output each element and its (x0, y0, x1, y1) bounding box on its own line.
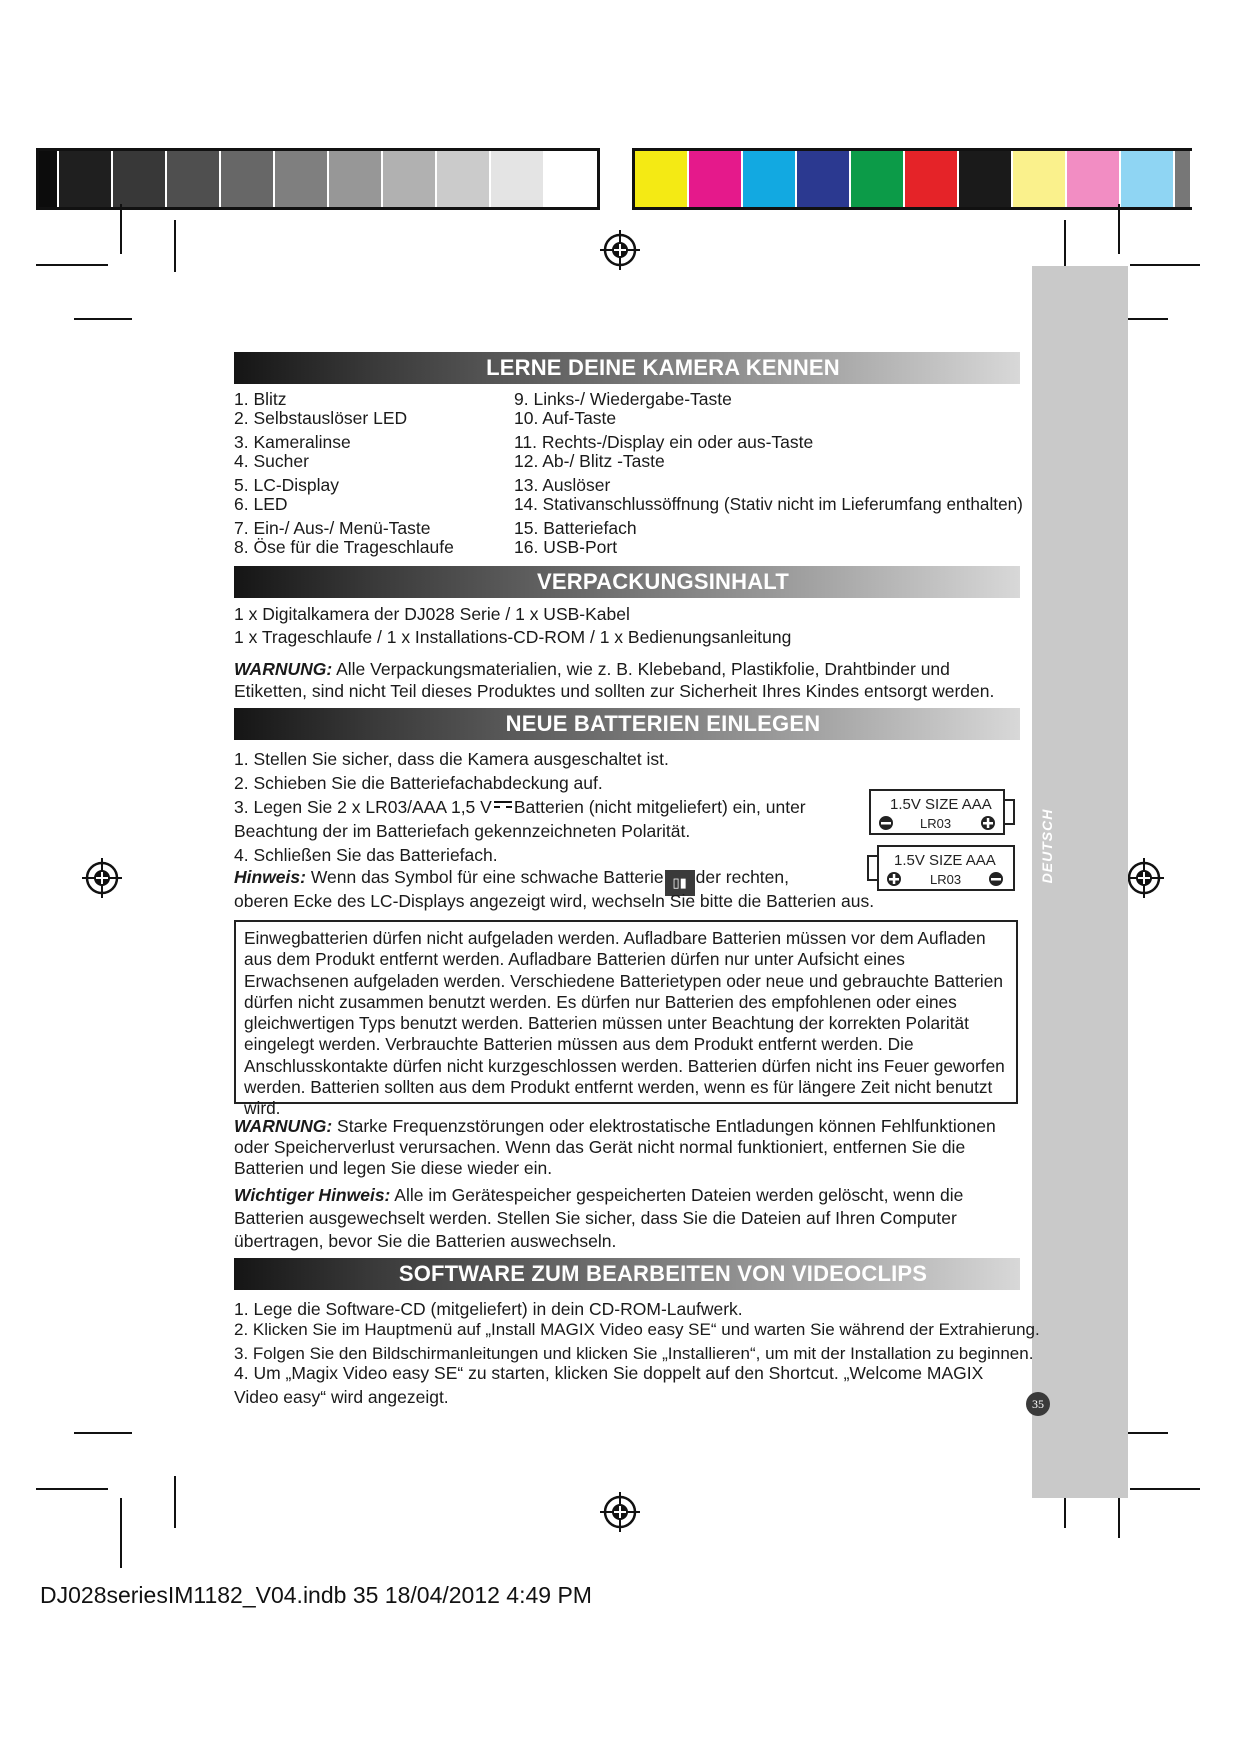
camera-part-item: 4. Sucher (234, 451, 309, 471)
color-swatch (39, 151, 59, 207)
crop-mark (120, 1498, 122, 1568)
crop-mark (36, 264, 108, 266)
color-swatch (59, 151, 113, 207)
crop-mark (120, 204, 122, 254)
color-swatch (545, 151, 597, 207)
camera-part-item: 6. LED (234, 494, 288, 514)
language-label-text: DEUTSCH (1039, 808, 1055, 884)
camera-part-item: 2. Selbstauslöser LED (234, 408, 408, 428)
battery-hint: oberen Ecke des LC-Displays angezeigt wird, wechseln Sie bitte die Batterien aus. (234, 891, 875, 911)
camera-part-item: 13. Auslöser (514, 475, 611, 495)
color-swatch (491, 151, 545, 207)
registration-mark-icon (80, 856, 124, 900)
low-battery-icon: ▯▮ (665, 870, 695, 896)
svg-text:1.5V SIZE AAA: 1.5V SIZE AAA (894, 852, 996, 869)
crop-mark (1118, 204, 1120, 254)
battery-step: 1. Stellen Sie sicher, dass die Kamera ausgeschaltet ist. (234, 749, 669, 769)
color-swatch (1013, 151, 1067, 207)
color-swatch (329, 151, 383, 207)
color-swatch (797, 151, 851, 207)
camera-part-item: 1. Blitz (234, 389, 287, 409)
battery-safety-text: Einwegbatterien dürfen nicht aufgeladen werden. Aufladbare Batterien müssen vor dem Aufladen aus dem Produkt entfernt werden. Aufladbare Batterien dürfen nur unter Aufsicht eines Erwachsenen aufgeladen werden. Verschiedene Batterietypen oder neue und gebrauchte Batterien dürfen nicht zusammen benutzt werden. Es dürfen nur Batterien des empfohlenen oder eines gleichwertigen Typs benutzt werden. Batterien müssen unter Beachtung der korrekten Polarität eingelegt werden. Verbrauchte Batterien müssen aus dem Produkt entfernt werden. Die Anschlusskontakte dürfen nicht kurzgeschlossen werden. Batterien dürfen nicht ins Feuer geworfen werden. Batterien sollten aus dem Produkt entfernt werden, wenn es für längere Zeit nicht benutzt wird. (244, 928, 1005, 1119)
battery-step: 2. Schieben Sie die Batteriefachabdeckung auf. (234, 773, 603, 793)
camera-part-item: 15. Batteriefach (514, 518, 637, 538)
svg-text:LR03: LR03 (920, 816, 952, 831)
svg-text:1.5V SIZE AAA: 1.5V SIZE AAA (890, 796, 992, 813)
color-swatch (437, 151, 491, 207)
camera-part-item: 5. LC-Display (234, 475, 340, 495)
package-line: 1 x Digitalkamera der DJ028 Serie / 1 x USB-Kabel (234, 604, 630, 624)
registration-mark-icon (598, 1490, 642, 1534)
battery-safety-box (234, 920, 1018, 1119)
crop-mark (1130, 1488, 1200, 1490)
battery-important-note: Wichtiger Hinweis: Alle im Gerätespeicher gespeicherten Dateien werden gelöscht, wenn die Batterien ausgewechselt werden. Stellen Sie sicher, dass Sie die Dateien auf Ihren Computer übertragen, bevor Sie die Batterien auswechseln. (234, 1185, 964, 1251)
package-line: 1 x Trageschlaufe / 1 x Installations-CD-ROM / 1 x Bedienungsanleitung (234, 627, 792, 647)
color-swatch (743, 151, 797, 207)
battery-warning: WARNUNG: Starke Frequenzstörungen oder elektrostatische Entladungen können Fehlfunktionen oder Speicherverlust verursachen. Wenn das Gerät nicht normal funktioniert, entfernen Sie die Batterien und legen Sie diese wieder ein. (234, 1116, 996, 1178)
software-step: 3. Folgen Sie den Bildschirmanleitungen und klicken Sie „Installieren“, um mit der Installation zu beginnen. (234, 1344, 1034, 1363)
software-step: 1. Lege die Software-CD (mitgeliefert) in dein CD-ROM-Laufwerk. (234, 1299, 743, 1319)
color-swatch (167, 151, 221, 207)
language-tab-label (1032, 790, 1062, 910)
color-swatch (113, 151, 167, 207)
dc-voltage-symbol (494, 801, 512, 808)
section-header-batteries: NEUE BATTERIEN EINLEGEN (234, 708, 1020, 740)
color-swatch (851, 151, 905, 207)
crop-mark (74, 318, 132, 320)
crop-mark (174, 1476, 176, 1528)
crop-mark (74, 1432, 132, 1434)
battery-step: 3. Legen Sie 2 x LR03/AAA 1,5 V Batterien (nicht mitgeliefert) ein, unter (234, 797, 806, 817)
color-swatch (635, 151, 689, 207)
color-swatch (1121, 151, 1175, 207)
registration-mark-icon (598, 228, 642, 272)
camera-part-item: 9. Links-/ Wiedergabe-Taste (514, 389, 732, 409)
camera-part-item: 3. Kameralinse (234, 432, 351, 452)
camera-part-item: 7. Ein-/ Aus-/ Menü-Taste (234, 518, 431, 538)
color-swatch (905, 151, 959, 207)
crop-mark (1130, 264, 1200, 266)
color-swatch (1067, 151, 1121, 207)
color-swatch (959, 151, 1013, 207)
grayscale-color-bar (36, 148, 600, 210)
software-step: 2. Klicken Sie im Hauptmenü auf „Install MAGIX Video easy SE“ und warten Sie während der Extrahierung. (234, 1320, 1040, 1339)
page-number: 35 (1026, 1392, 1050, 1416)
section-header-software: SOFTWARE ZUM BEARBEITEN VON VIDEOCLIPS (234, 1258, 1020, 1290)
battery-illustration-icon (868, 788, 1018, 836)
camera-part-item: 8. Öse für die Trageschlaufe (234, 537, 454, 557)
registration-mark-icon (1122, 856, 1166, 900)
svg-text:LR03: LR03 (930, 872, 962, 887)
print-slug-footer: DJ028seriesIM1182_V04.indb 35 18/04/2012 4:49 PM (40, 1582, 592, 1608)
color-swatch (689, 151, 743, 207)
camera-part-item: 16. USB-Port (514, 537, 618, 557)
camera-part-item: 11. Rechts-/Display ein oder aus-Taste (514, 432, 814, 452)
color-swatch (275, 151, 329, 207)
color-swatch (1175, 151, 1192, 207)
process-color-bar (632, 148, 1192, 210)
color-swatch (383, 151, 437, 207)
software-step: 4. Um „Magix Video easy SE“ zu starten, klicken Sie doppelt auf den Shortcut. „Welcome MAGIX (234, 1363, 984, 1383)
battery-step: Beachtung der im Batteriefach gekennzeichneten Polarität. (234, 821, 691, 841)
color-swatch (221, 151, 275, 207)
battery-step: 4. Schließen Sie das Batteriefach. (234, 845, 498, 865)
software-step: Video easy“ wird angezeigt. (234, 1387, 449, 1407)
crop-mark (1118, 1498, 1120, 1538)
camera-part-item: 10. Auf-Taste (514, 408, 617, 428)
battery-illustration-icon (866, 844, 1018, 892)
crop-mark (1064, 220, 1066, 272)
battery-hint: Hinweis: Wenn das Symbol für eine schwache Batterie ▯▮ der rechten, (234, 868, 789, 896)
package-warning: WARNUNG: Alle Verpackungsmaterialien, wie z. B. Klebeband, Plastikfolie, Drahtbinder und Etiketten, sind nicht Teil dieses Produktes und sollten zur Sicherheit Ihres Kindes entsorgt werden. (234, 659, 995, 701)
camera-part-item: 14. Stativanschlussöffnung (Stativ nicht im Lieferumfang enthalten) (514, 494, 1023, 514)
section-header-camera: LERNE DEINE KAMERA KENNEN (234, 352, 1020, 384)
section-header-package: VERPACKUNGSINHALT (234, 566, 1020, 598)
crop-mark (174, 220, 176, 272)
camera-part-item: 12. Ab-/ Blitz -Taste (514, 451, 665, 471)
crop-mark (36, 1488, 108, 1490)
